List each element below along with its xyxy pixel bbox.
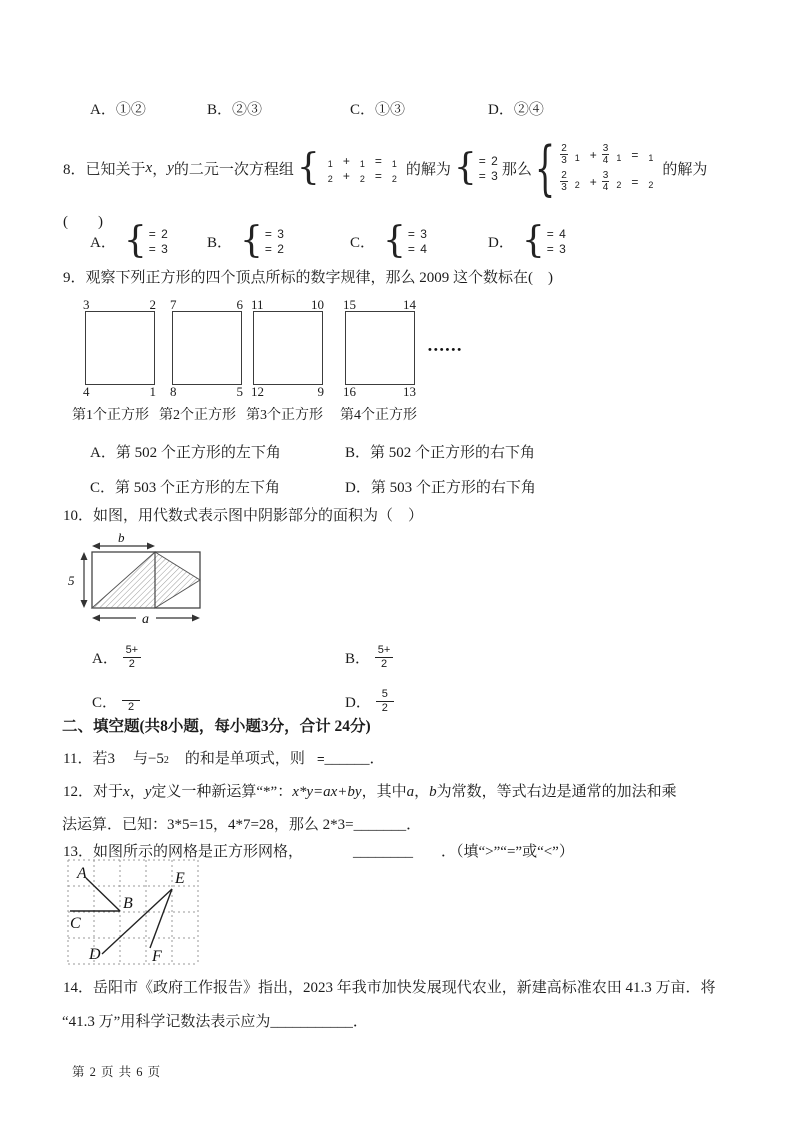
q8-sys3-row1: 2 3 1 + $\frac{3}{4}$ 1 = 1 — [561, 142, 654, 166]
var-y: y — [144, 784, 152, 800]
left-brace: { — [521, 220, 545, 261]
q8-text-2: 的二元一次方程组 — [173, 161, 294, 178]
arrowhead-right — [147, 543, 155, 550]
q8-system-3 — [534, 132, 660, 204]
answer-blank: _______ — [353, 817, 407, 833]
arrowhead-up — [81, 552, 88, 560]
q10-option-a: A． $\frac{5+}{2}$ — [92, 644, 141, 671]
b-label: b — [118, 532, 125, 545]
segment-DE — [102, 889, 172, 954]
operation-formula: x*y=ax+by — [292, 784, 362, 800]
square-1: 3 2 4 1 — [83, 297, 156, 399]
square-1-caption: 第1个正方形 — [72, 408, 149, 423]
q9-option-a: A．第 502 个正方形的左下角 — [90, 445, 281, 461]
q8-text-3: 的解为 — [405, 161, 451, 178]
square-3-caption: 第3个正方形 — [246, 408, 323, 423]
arrowhead-right — [192, 615, 200, 622]
square-3: 11 10 12 9 — [251, 297, 324, 399]
question-13: 13．如图所示的网格是正方形网格， ________ ．（填“>”“=”或“<”） — [63, 844, 574, 860]
q8-option-d: D． { = 4 = 3 — [488, 220, 567, 261]
fraction-2-3: 2 3 — [561, 142, 567, 166]
left-brace: { — [383, 220, 406, 261]
q9-option-d: D．第 503 个正方形的右下角 — [345, 480, 536, 496]
q8-option-c: C． { = 3 = 4 — [350, 220, 428, 261]
point-label-D: D — [89, 946, 101, 963]
arrowhead-left — [92, 615, 100, 622]
ellipsis-dots: •••••• — [428, 344, 464, 356]
question-12-line-1: 12．对于 x ， y 定义一种新运算“*”： x*y=ax+by ，其中 a ， b 为常数，等式右边是通常的加法和乘 — [63, 784, 677, 800]
question-14-line-1: 14．岳阳市《政府工作报告》指出，2023 年我市加快发展现代农业，新建高标准农田 41.3 万亩．将 — [63, 980, 716, 996]
q7-option-c: C．①③ — [350, 102, 406, 118]
q10-option-c: C． 2 — [92, 688, 140, 714]
q8-option-b: B． { = 3 = 2 — [207, 220, 285, 261]
fraction: $\frac{5+}{2}$ — [123, 644, 141, 671]
q8-text-1: 8．已知关于 — [63, 161, 146, 178]
q7-option-b: B．②③ — [207, 102, 263, 118]
exponent: 2 — [163, 755, 169, 766]
q7-option-a: A．①② — [90, 102, 146, 118]
question-14-line-2: “41.3 万”用科学记数法表示应为 ___________ ． — [62, 1014, 368, 1030]
arrowhead-left — [92, 543, 100, 550]
question-10-stem: 10．如图，用代数式表示图中阴影部分的面积为（ ） — [63, 508, 424, 524]
answer-blank: ________ — [353, 844, 414, 860]
fraction-3-4: $\frac{3}{4}$ — [602, 169, 609, 193]
point-label-E: E — [175, 870, 185, 887]
point-label-F: F — [152, 948, 162, 965]
height-label: 5 — [68, 573, 75, 588]
point-label-A: A — [77, 865, 87, 882]
q8-sys1-row2: 2 + 2 = 2 — [327, 168, 397, 184]
q8-answer-paren: ( ) — [63, 214, 103, 230]
q10-option-b: B． $\frac{5+}{2}$ — [345, 644, 393, 671]
question-11: 11．若3 与−5 2 的和是单项式，则 = ______ ． — [63, 751, 385, 767]
arrowhead-down — [81, 600, 88, 608]
equals-sign: = — [316, 751, 325, 766]
q13-grid-figure — [66, 858, 202, 968]
fraction: $\frac{5+}{2}$ — [375, 644, 393, 671]
left-brace: { — [296, 147, 320, 188]
page-footer: 第 2 页 共 6 页 — [72, 1065, 162, 1079]
q8-system-2 — [453, 147, 499, 188]
segment-FE — [150, 889, 172, 948]
q8-system-1 — [296, 147, 403, 188]
question-9-stem: 9．观察下列正方形的四个顶点所标的数字规律，那么 2009 这个数标在( ) — [63, 270, 553, 286]
fraction-3-4: $\frac{3}{4}$ — [602, 142, 609, 166]
q8-sys2-row2: = 3 — [478, 168, 499, 183]
q9-squares-figure — [64, 298, 534, 428]
segment-AB — [86, 878, 120, 911]
q8-sys2-row1: = 2 — [478, 153, 499, 168]
point-label-C: C — [70, 915, 81, 932]
q8-var-x: x — [145, 159, 153, 176]
q8-text-5: 的解为 — [662, 161, 708, 178]
q8-sys1-row1: 1 + 1 = 1 — [327, 153, 397, 169]
fraction: 2 — [122, 688, 140, 714]
var-b: b — [429, 784, 437, 800]
q8-text-4: 那么 — [501, 161, 532, 178]
left-brace: { — [240, 220, 263, 261]
square-4-caption: 第4个正方形 — [340, 408, 417, 423]
fraction: $\frac{5}{2}$ — [376, 688, 394, 715]
answer-blank: ______ — [324, 751, 370, 767]
q10-shaded-area-figure — [62, 532, 212, 632]
left-brace: { — [534, 132, 556, 204]
square-2-caption: 第2个正方形 — [159, 408, 236, 423]
question-8-stem — [63, 132, 708, 204]
q9-option-b: B．第 502 个正方形的右下角 — [345, 445, 536, 461]
q8-option-a: A． { = 2 = 3 — [90, 220, 169, 261]
q9-option-c: C．第 503 个正方形的左下角 — [90, 480, 281, 496]
section-2-header: 二、填空题(共8小题，每小题3分，合计 24分) — [62, 718, 371, 735]
q7-option-d: D．②④ — [488, 102, 544, 118]
left-brace: { — [123, 220, 147, 261]
fraction-2-3: 2 3 — [561, 169, 567, 193]
q8-comma: ， — [152, 161, 168, 178]
square-2: 7 6 8 5 — [170, 297, 243, 399]
left-brace: { — [453, 147, 477, 188]
q8-var-y: y — [167, 159, 174, 176]
point-label-B: B — [123, 895, 133, 912]
square-4: 15 14 16 13 — [343, 297, 416, 399]
var-x: x — [123, 784, 130, 800]
var-a: a — [406, 784, 415, 800]
question-12-line-2: 法运算．已知：3*5=15，4*7=28，那么 2*3= _______ ． — [62, 817, 422, 833]
a-label: a — [142, 612, 149, 627]
answer-blank: ___________ — [270, 1014, 353, 1030]
q10-option-d: D． $\frac{5}{2}$ — [345, 688, 394, 715]
q8-sys3-row2: 2 3 2 + $\frac{3}{4}$ 2 = 2 — [561, 169, 654, 193]
